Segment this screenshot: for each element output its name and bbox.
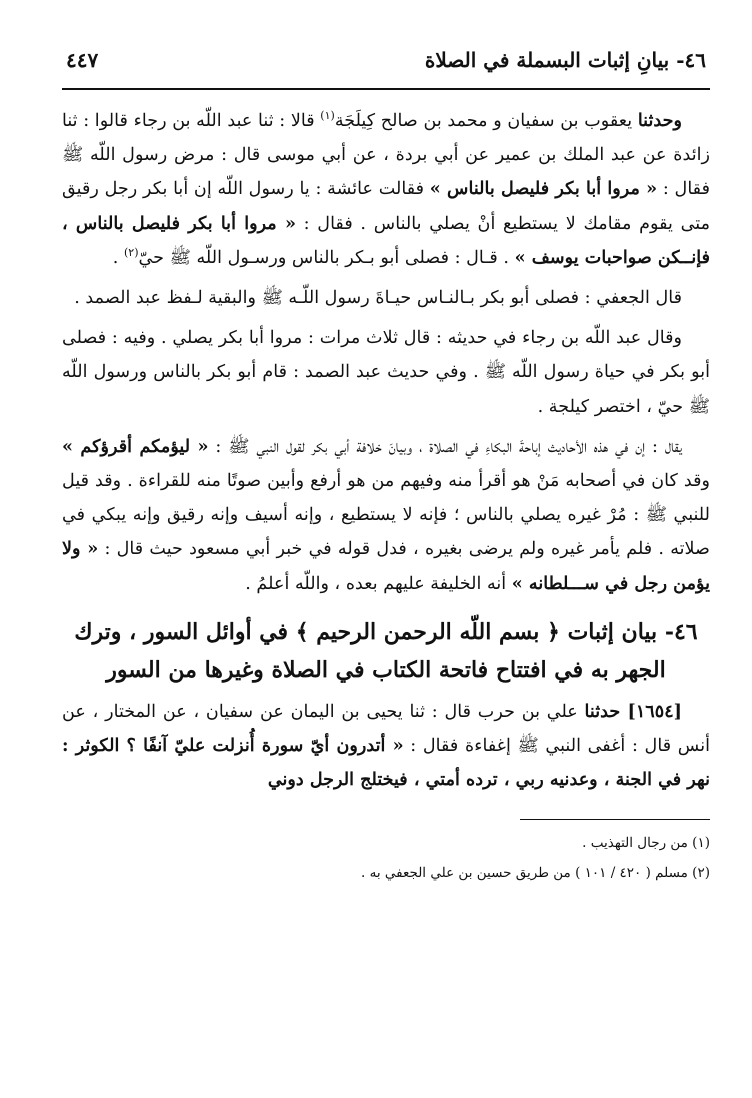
narration-lead: حدثنا <box>584 700 628 722</box>
footnote-divider <box>520 819 710 820</box>
prophetic-quote: « ولا يؤمن رجل في ســـلطانه » <box>62 538 710 594</box>
text-run: علي بن حرب قال : ثنا يحيى بن اليمان عن سفيان ، عن المختار ، عن أنس قال : أغفى النبي ﷺ إغفاءة فقال : <box>62 701 710 757</box>
text-run: . قـال : فصلى أبو بـكر بالناس ورسـول اللّه ﷺ حيّ <box>138 247 515 268</box>
text-run: أنه الخليفة عليهم بعده ، واللّه أعلمُ . <box>245 573 512 594</box>
footnote-2: (٢) مسلم ( ٤٢٠ / ١٠١ ) من طريق حسين بن علي الجعفي به . <box>361 865 710 882</box>
paragraph-ibn-raja: وقال عبد اللّه بن رجاء في حديثه : قال ثلاث مرات : مروا أبا بكر يصلي . وفيه : فصلى أبو بكر في حياة رسول اللّه ﷺ . وفي حديث عبد الصمد : قام أبو بكر بالناس ورسول اللّه ﷺ حيّ ، اختصر كيلجة . <box>62 328 710 417</box>
text-run: فقالت عائشة : يا رسول اللّه إن أبا بكر رجل رقيق متى يقوم مقامك لا يستطيع أنْ يصلي بالناس . فقال : <box>62 179 710 234</box>
footnote-ref-1[interactable]: (١) <box>320 109 335 123</box>
text-run: . <box>112 247 124 268</box>
paragraph-ju'fi: قال الجعفي : فصلى أبو بكر بـالنـاس حيـاةَ رسول اللّـه ﷺ والبقية لـفظ عبد الصمد . <box>74 288 682 309</box>
footnotes <box>62 828 710 888</box>
paragraph-commentary <box>62 430 710 601</box>
paragraph-hadith-1 <box>62 104 710 275</box>
main-text <box>62 104 710 797</box>
text-run: وقد كان في أصحابه مَنْ هو أقرأ منه وفيهم من هو أرفع وأبين صوتًا منه للقراءة . وقد قيل للنبي ﷺ : مُرْ غيره يصلي بالناس ؛ فإنه لا يستطيع ، وإنه أسيف وإنه رقيق وإنه يبكي في صلاته . فلم يأمر غيره ولم يرضى بغيره ، فدل قوله في خبر أبي مسعود حيث قال : <box>62 471 710 560</box>
footnote-ref-2[interactable]: (٢) <box>123 245 139 259</box>
footnote-1: (١) من رجال التهذيب . <box>582 835 710 852</box>
text-run: يعقوب بن سفيان و محمد بن صالح كِيلَجَة <box>334 111 638 131</box>
chapter-heading: ٤٦- بيان إثبات ﴿ بسم اللّه الرحمن الرحيم ﴾ في أوائل السور ، وترك الجهر به في افتتاح فاتحة الكتاب في الصلاة وغيرها من السور <box>74 618 698 683</box>
prophetic-quote: « أتدرون أيّ سورة أُنزلت عليّ آنفًا ؟ الكوثر : نهر في الجنة ، وعدنيه ربي ، ترده أمتي ، فيختلج الرجل دوني <box>62 735 710 791</box>
prophetic-quote: « ليؤمكم أقرؤكم » <box>62 435 209 457</box>
header-divider <box>62 88 710 90</box>
prophetic-quote: « مروا أبا بكر فليصل بالناس » <box>429 178 658 200</box>
text-run: يقال : إن في هذه الأحاديث إباحةَ البكاءِ في الصلاة ، وبيانَ خلافة أبي بكر لقول النبي ﷺ : <box>208 436 682 457</box>
hadith-number: [١٦٥٤] <box>627 700 682 722</box>
section-title: ٤٦- بيانِ إثبات البسملة في الصلاة <box>424 48 706 72</box>
prophetic-quote: « مروا أبا بكر فليصل بالناس ، فإنــكن صواحبات يوسف » <box>62 212 710 268</box>
book-page <box>62 48 710 1078</box>
running-head <box>62 48 710 88</box>
paragraph-hadith-1654 <box>62 695 710 798</box>
page-number: ٤٤٧ <box>66 48 99 72</box>
narration-lead: وحدثنا <box>637 110 682 131</box>
text-run: قالا : ثنا عبد اللّه بن رجاء قالوا : ثنا زائدة عن عبد الملك بن عمير عن أبي بردة ، عن أبي موسى قال : مرض رسول اللّه ﷺ فقال : <box>62 111 710 200</box>
